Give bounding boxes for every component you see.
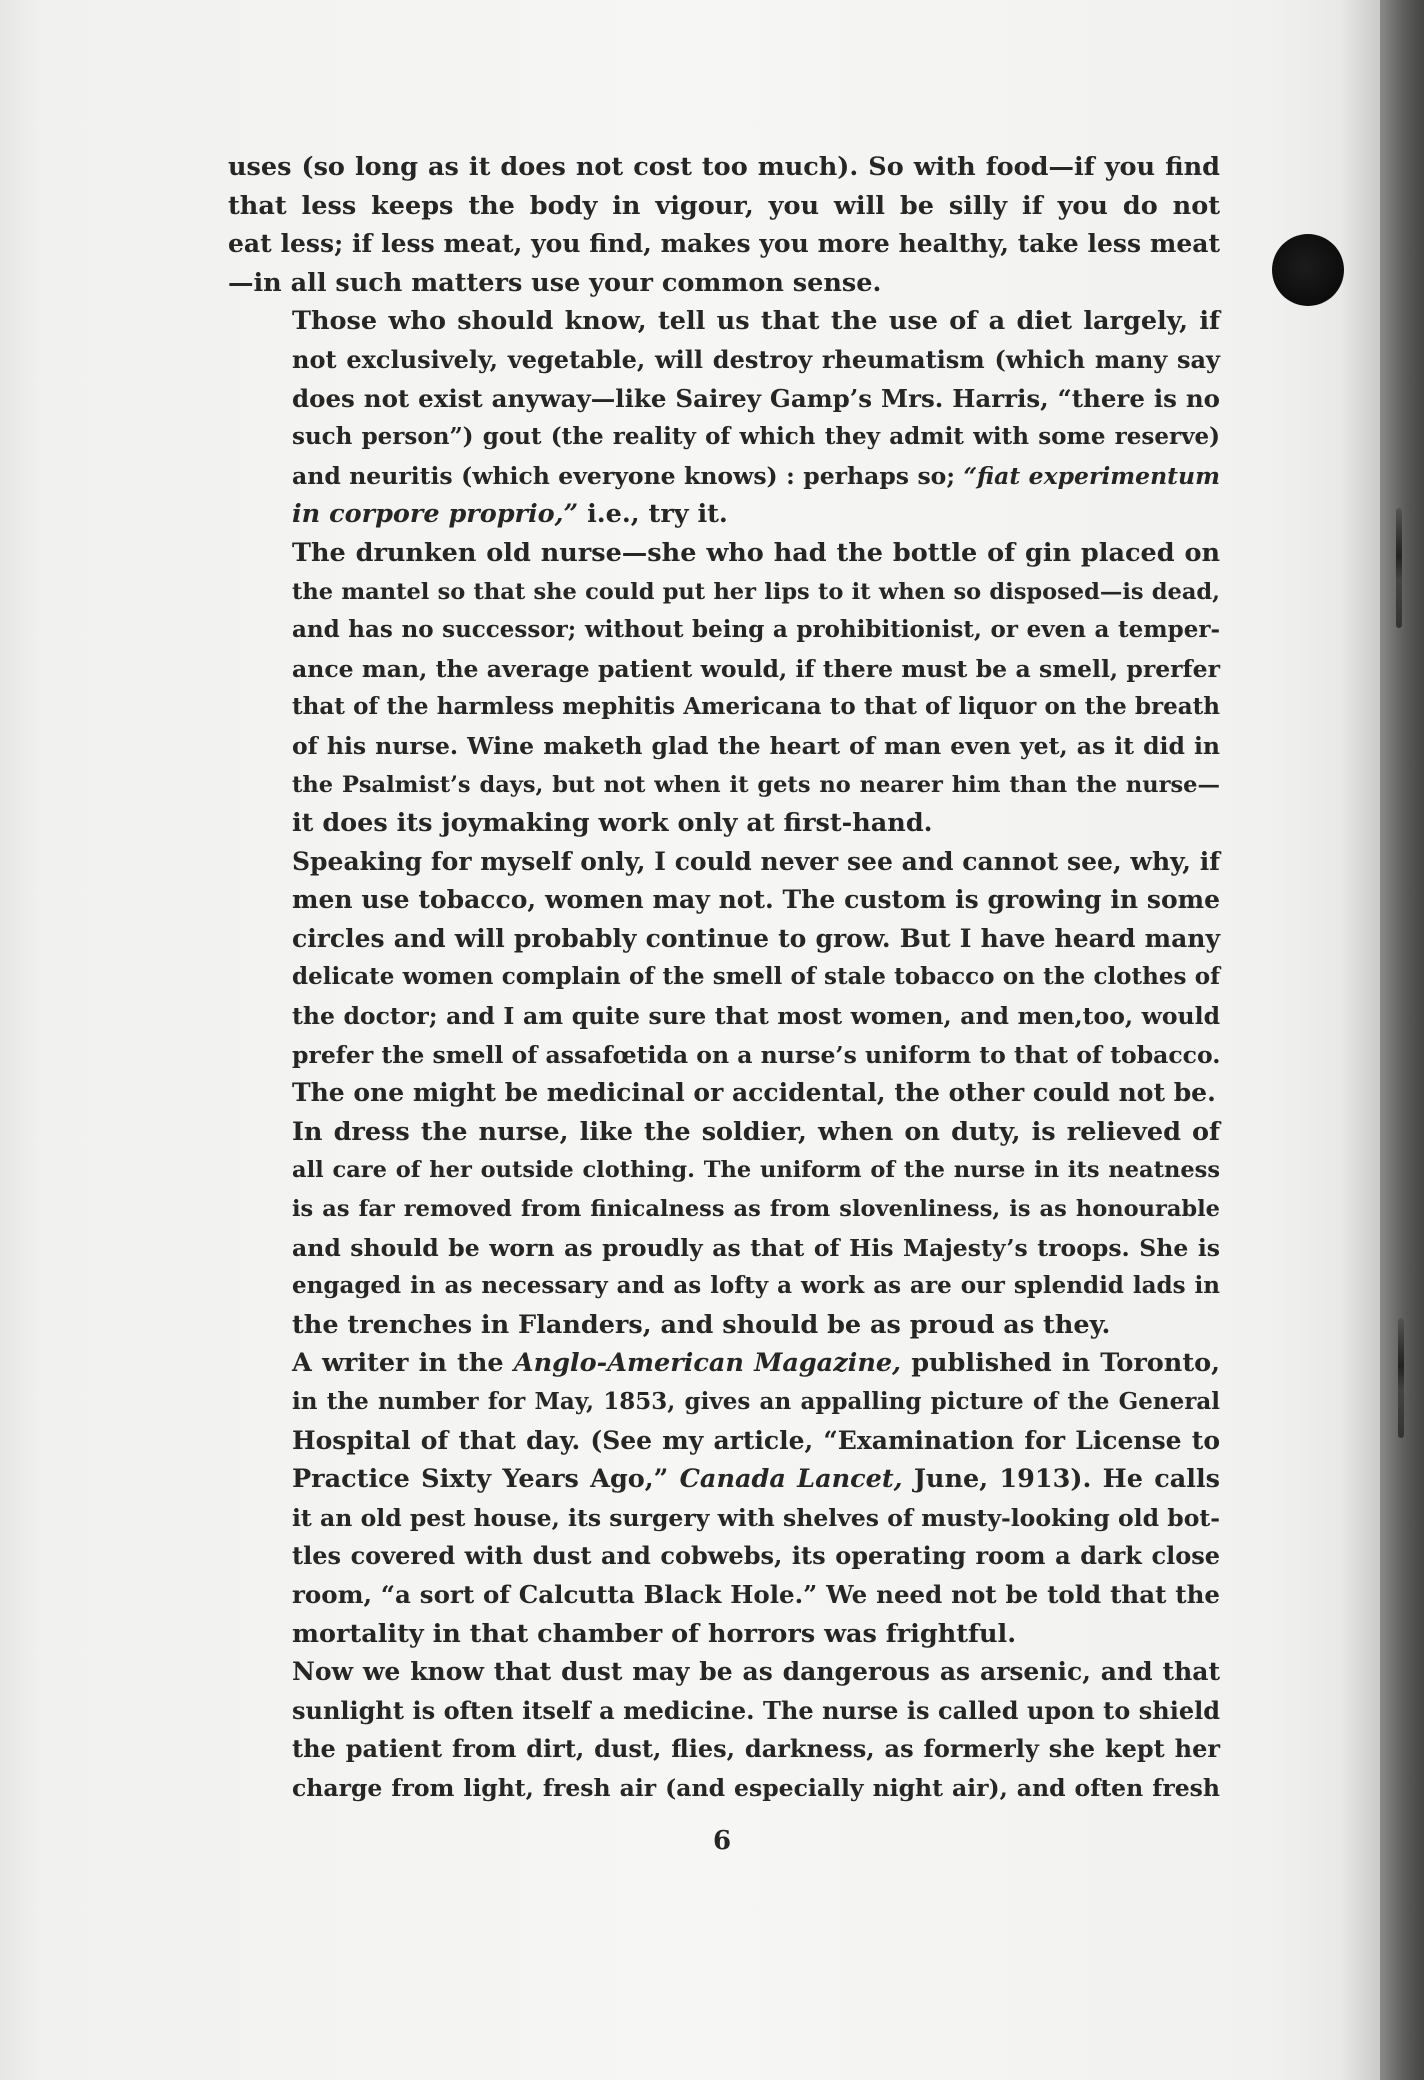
text-line: The drunken old nurse—she who had the bottle of gin placed on (292, 537, 1220, 568)
text-line: the trenches in Flanders, and should be as proud as they. (292, 1309, 1111, 1340)
text-line: sunlight is often itself a medicine. The nurse is called upon to shield (292, 1695, 1220, 1725)
text-line: tles covered with dust and cobwebs, its operating room a dark close (292, 1541, 1220, 1571)
text-line: is as far removed from finicalness as from slovenliness, is as honourable (292, 1196, 1220, 1223)
punch-hole (1272, 234, 1344, 306)
paragraph (228, 1344, 1220, 1653)
paragraph (228, 148, 1220, 302)
page-number: 6 (712, 1826, 732, 1856)
text-line: engaged in as necessary and as lofty a work as are our splendid lads in (292, 1272, 1220, 1300)
text-line: Speaking for myself only, I could never see and cannot see, why, if (292, 846, 1220, 876)
text-line: it an old pest house, its surgery with shelves of musty-looking old bot- (292, 1503, 1220, 1532)
text-line: In dress the nurse, like the soldier, when on duty, is relieved of (292, 1116, 1220, 1147)
text-line: and has no successor; without being a prohibitionist, or even a temper- (292, 616, 1220, 644)
text-line: prefer the smell of assafœtida on a nurse’s uniform to that of tobacco. (292, 1040, 1221, 1069)
text-line: such person”) gout (the reality of which they admit with some reserve) (292, 423, 1220, 451)
text-line: eat less; if less meat, you find, makes you more healthy, take less meat (228, 229, 1220, 259)
italic-phrase: “fiat experimentum (963, 461, 1220, 490)
text-line: in corpore proprio,” i.e., try it. (292, 499, 728, 530)
text-line: Now we know that dust may be as dangerous as arsenic, and that (292, 1657, 1220, 1687)
text-line: that of the harmless mephitis Americana to that of liquor on the breath (292, 693, 1220, 721)
text-line: Practice Sixty Years Ago,” Canada Lancet, June, 1913). He calls (292, 1464, 1220, 1495)
text-line: mortality in that chamber of horrors was frightful. (292, 1618, 1017, 1649)
binding-staple (1396, 508, 1402, 628)
text-line: room, “a sort of Calcutta Black Hole.” We need not be told that the (292, 1579, 1220, 1609)
text-line: Those who should know, tell us that the use of a diet largely, if (292, 306, 1220, 337)
text-line: charge from light, fresh air (and especially night air), and often fresh (292, 1773, 1220, 1802)
text-line: the doctor; and I am quite sure that most women, and men,too, would (292, 1002, 1220, 1031)
text-line: delicate women complain of the smell of stale tobacco on the clothes of (292, 963, 1220, 991)
page-edge-shadow (1340, 0, 1384, 2080)
text-line: all care of her outside clothing. The uniform of the nurse in its neatness (292, 1157, 1220, 1184)
paragraph (228, 302, 1220, 534)
text-line: —in all such matters use your common sense. (228, 267, 882, 298)
text-line: does not exist anyway—like Sairey Gamp’s Mrs. Harris, “there is no (292, 383, 1220, 413)
paragraph (228, 1113, 1220, 1345)
paragraph (228, 843, 1220, 1113)
text-line: The one might be medicinal or accidental, the other could not be. (292, 1078, 1216, 1108)
text-line: and should be worn as proudly as that of His Majesty’s troops. She is (292, 1233, 1220, 1262)
text-line: men use tobacco, women may not. The custom is growing in some (292, 885, 1220, 915)
italic-phrase: Anglo-American Magazine, (513, 1348, 902, 1379)
text-line: the Psalmist’s days, but not when it gets no nearer him than the nurse— (292, 771, 1220, 798)
text-line: not exclusively, vegetable, will destroy rheumatism (which many say (292, 344, 1220, 374)
book-spine-edge (1380, 0, 1424, 2080)
text-line: the mantel so that she could put her lips to it when so disposed—is dead, (292, 578, 1220, 605)
text-line: that less keeps the body in vigour, you will be silly if you do not (228, 190, 1220, 221)
text-line: uses (so long as it does not cost too much). So with food—if you find (228, 152, 1220, 182)
paragraph (228, 1653, 1220, 1807)
text-line: the patient from dirt, dust, flies, darkness, as formerly she kept her (292, 1734, 1220, 1764)
text-line: of his nurse. Wine maketh glad the heart of man even yet, as it did in (292, 731, 1220, 760)
text-line: Hospital of that day. (See my article, “Examination for License to (292, 1425, 1220, 1455)
text-line: in the number for May, 1853, gives an appalling picture of the General (292, 1388, 1220, 1415)
binding-staple (1398, 1318, 1404, 1438)
paragraph (228, 534, 1220, 843)
body-text (228, 148, 1220, 1808)
text-line: ance man, the average patient would, if there must be a smell, prerfer (292, 654, 1220, 683)
italic-phrase: in corpore proprio,” (292, 499, 579, 530)
italic-phrase: Canada Lancet, (679, 1464, 903, 1495)
text-line: and neuritis (which everyone knows) : perhaps so; “fiat experimentum (292, 461, 1220, 490)
text-line: circles and will probably continue to grow. But I have heard many (292, 923, 1220, 953)
text-line: it does its joymaking work only at first-hand. (292, 808, 933, 839)
text-line: A writer in the Anglo-American Magazine, published in Toronto, (292, 1348, 1221, 1379)
